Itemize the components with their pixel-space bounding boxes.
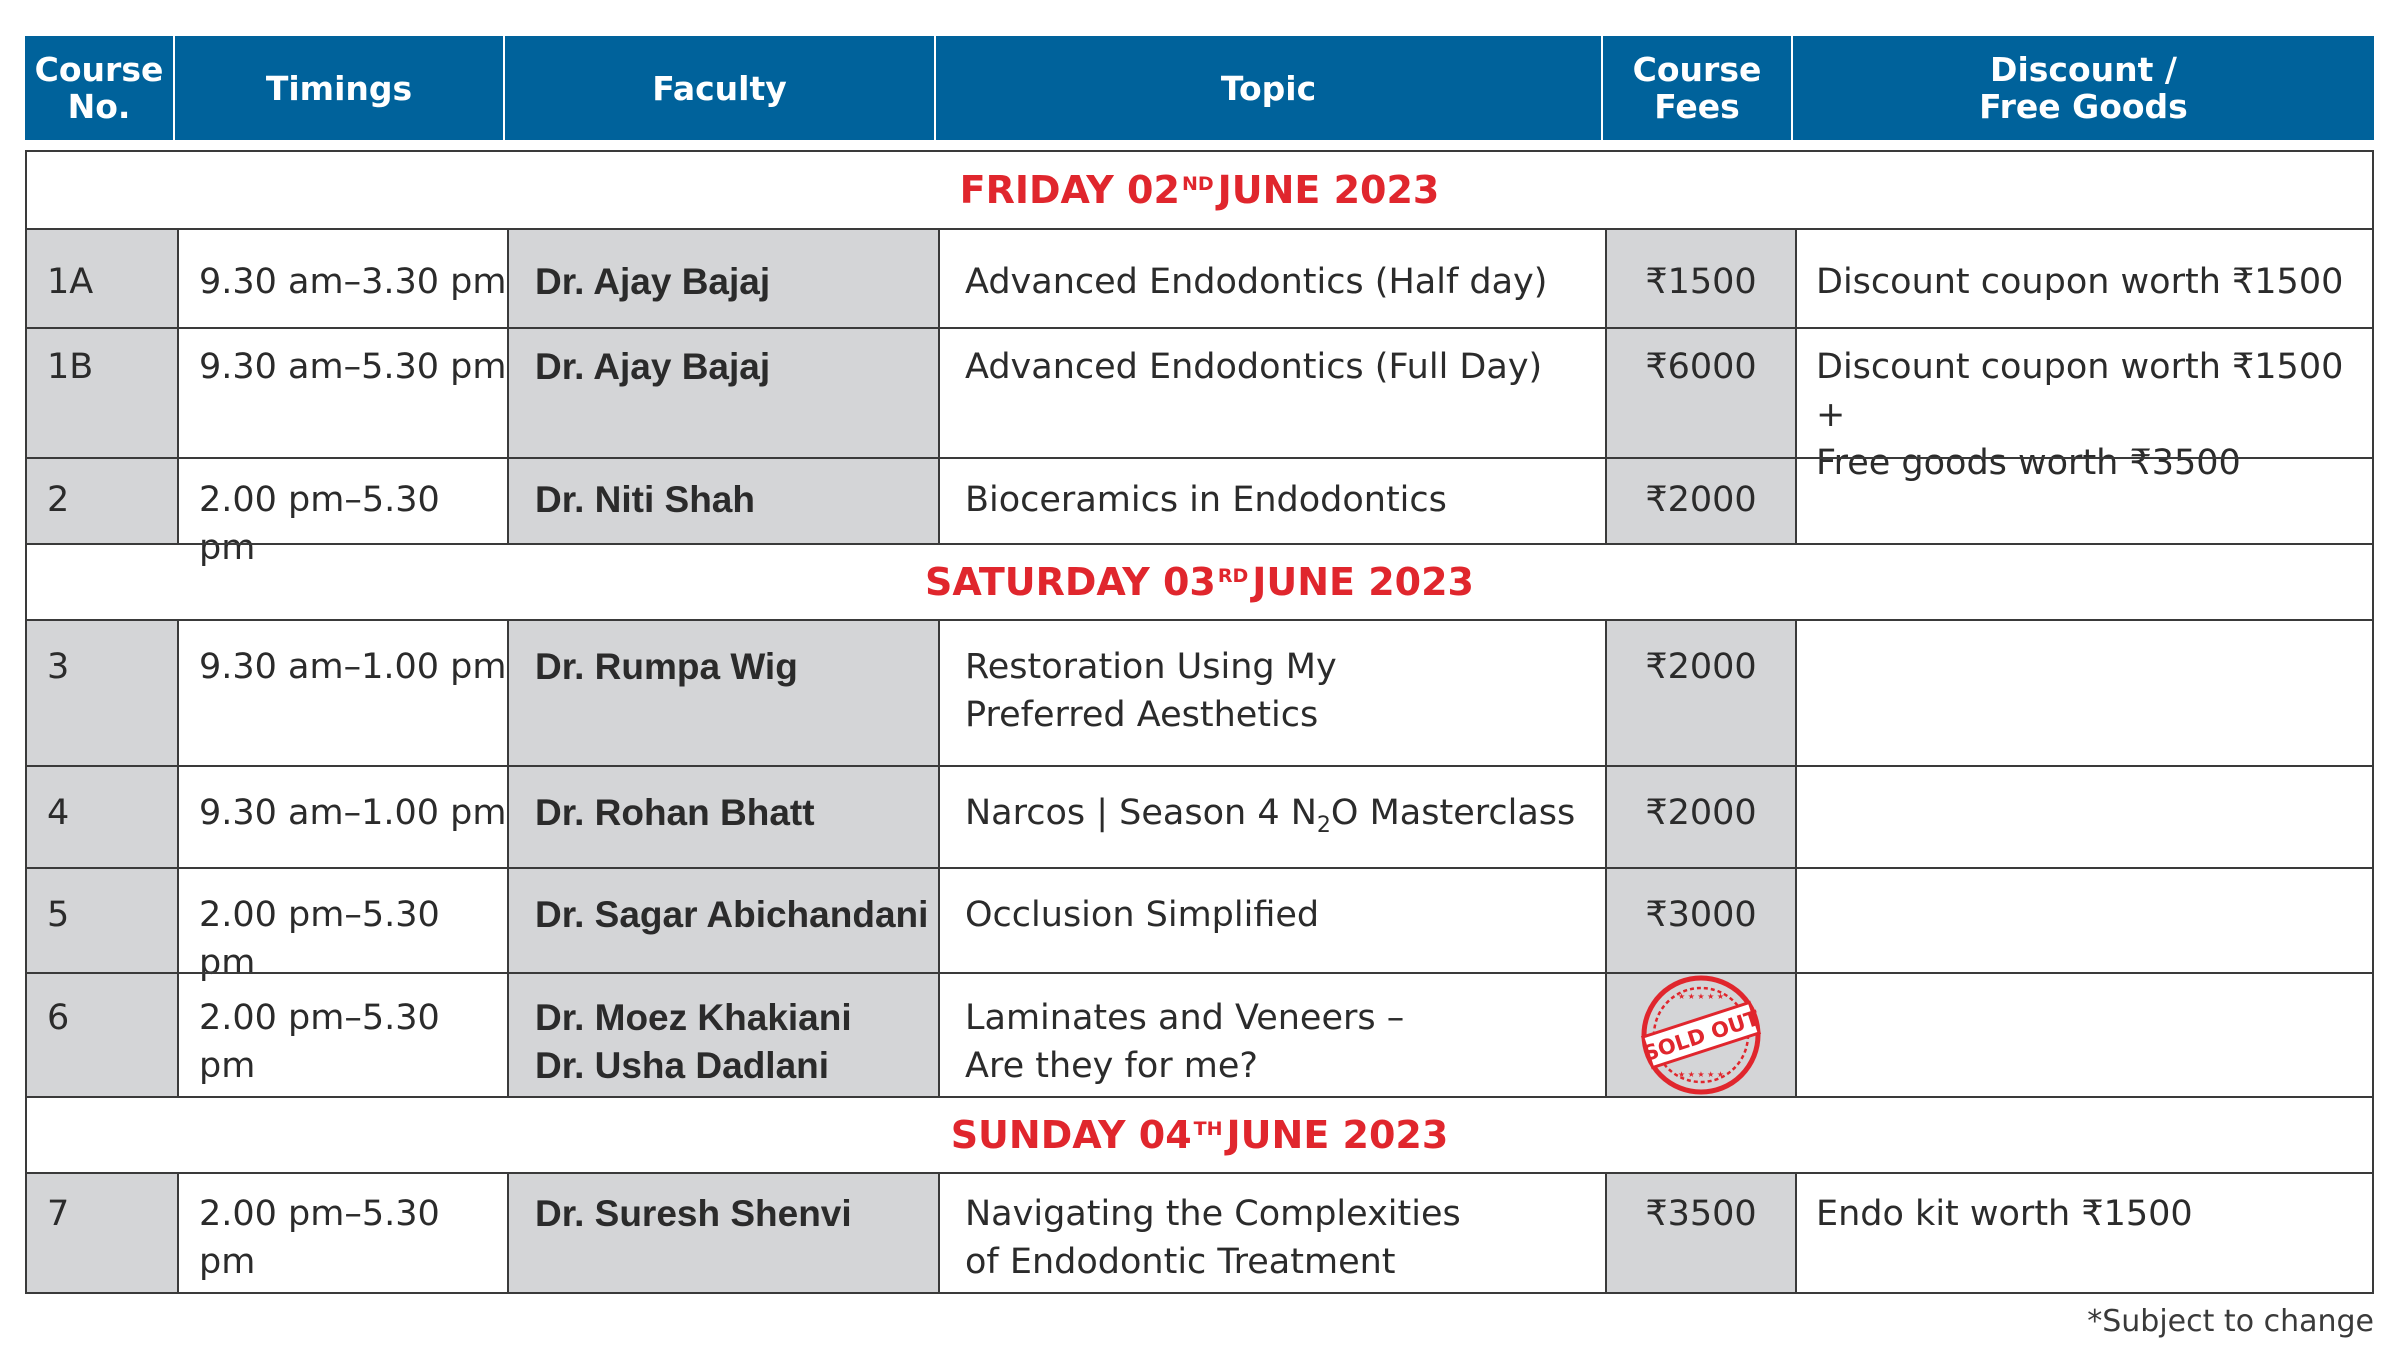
header-discount-line1: Discount / [1990,50,2177,89]
topic [938,459,1605,543]
table-row [27,327,2372,483]
course-no: 1B [27,329,177,457]
topic-line: Bioceramics in Endodontics [965,480,1447,520]
header-course-no [25,36,175,140]
topic-line: of Endodontic Treatment [965,1242,1396,1282]
day-sunday-month: JUNE 2023 [1226,1113,1449,1157]
svg-text:★ ★ ★ ★ ★: ★ ★ ★ ★ ★ [1677,1070,1725,1079]
table-row [27,1172,2372,1292]
timing: 9.30 am–1.00 pm [177,767,507,867]
timing: 9.30 am–5.30 pm [177,329,507,457]
header-topic: Topic [936,36,1603,140]
course-no: 3 [27,621,177,765]
faculty-name: Dr. Rohan Bhatt [535,792,815,833]
faculty-name: Dr. Moez Khakiani [535,997,852,1038]
discount [1795,459,2372,543]
header-discount-line2: Free Goods [1979,87,2188,126]
topic-line: Occlusion Simplified [965,895,1320,935]
topic [938,974,1605,1096]
faculty-name: Dr. Usha Dadlani [535,1045,830,1086]
header-fees-line1: Course [1632,50,1762,89]
table-header [25,36,2374,140]
day-saturday-text: SATURDAY 03 [925,560,1216,604]
topic [938,1174,1605,1292]
svg-text:★ ★ ★ ★ ★: ★ ★ ★ ★ ★ [1677,992,1725,1001]
course-no: 6 [27,974,177,1096]
header-discount [1793,36,2374,140]
faculty-name: Dr. Sagar Abichandani [535,894,929,935]
topic-line: Are they for me? [965,1046,1258,1086]
day-friday-text: FRIDAY 02 [959,168,1180,212]
topic-text: O Masterclass [1330,793,1576,833]
discount [1795,230,2372,327]
footnote: *Subject to change [2087,1304,2374,1339]
faculty-name: Dr. Niti Shah [535,479,755,520]
discount [1795,1174,2372,1292]
topic-line: Advanced Endodontics (Half day) [965,262,1548,302]
discount [1795,869,2372,972]
day-sunday-text: SUNDAY 04 [950,1113,1192,1157]
topic-line: Navigating the Complexities [965,1194,1461,1234]
topic [938,329,1605,457]
topic [938,230,1605,327]
faculty [507,869,938,972]
timing: 9.30 am–1.00 pm [177,621,507,765]
discount [1795,974,2372,1096]
table-row [27,228,2372,327]
day-heading-friday [27,152,2372,228]
topic-subscript: 2 [1316,813,1331,838]
course-table [25,150,2374,1294]
faculty-name: Dr. Rumpa Wig [535,646,798,687]
course-fee [1605,974,1795,1096]
day-friday-sup: ND [1181,173,1214,195]
day-friday-month: JUNE 2023 [1217,168,1440,212]
header-faculty: Faculty [505,36,936,140]
faculty-name: Dr. Ajay Bajaj [535,261,771,302]
course-no: 5 [27,869,177,972]
faculty [507,230,938,327]
timing: 2.00 pm–5.30 pm [177,869,507,972]
faculty [507,767,938,867]
table-row [27,457,2372,568]
discount-line: Discount coupon worth ₹1500 [1816,262,2344,302]
timing: 2.00 pm–5.30 pm [177,974,507,1096]
table-row [27,765,2372,867]
day-heading-sunday [27,1096,2372,1172]
day-heading-saturday [27,543,2372,619]
topic [938,869,1605,972]
timing: 9.30 am–3.30 pm [177,230,507,327]
table-row [27,972,2372,1096]
course-no: 4 [27,767,177,867]
course-fee: ₹6000 [1605,329,1795,457]
faculty [507,974,938,1096]
course-fee: ₹1500 [1605,230,1795,327]
course-no: 1A [27,230,177,327]
discount-line: Endo kit worth ₹1500 [1816,1194,2193,1234]
header-course-no-line1: Course [34,50,164,89]
table-row [27,619,2372,765]
table-row [27,867,2372,983]
topic [938,621,1605,765]
course-fee: ₹2000 [1605,459,1795,543]
course-no: 7 [27,1174,177,1292]
header-timings: Timings [175,36,505,140]
sold-out-label: SOLD OUT [1640,1005,1763,1066]
topic-line: Laminates and Veneers – [965,998,1405,1038]
faculty [507,1174,938,1292]
course-fee: ₹3000 [1605,869,1795,972]
course-fee: ₹2000 [1605,621,1795,765]
topic-text: Narcos | Season 4 N [965,793,1317,833]
faculty [507,459,938,543]
day-saturday-sup: RD [1217,565,1249,587]
course-fee: ₹3500 [1605,1174,1795,1292]
faculty-name: Dr. Ajay Bajaj [535,346,771,387]
faculty [507,621,938,765]
timing: 2.00 pm–5.30 pm [177,459,507,543]
topic [938,767,1605,867]
day-saturday-month: JUNE 2023 [1252,560,1474,604]
topic-line: Preferred Aesthetics [965,695,1319,735]
faculty-name: Dr. Suresh Shenvi [535,1193,852,1234]
topic-line: Restoration Using My [965,647,1337,687]
discount-line: Free goods worth ₹3500 [1816,443,2241,483]
discount [1795,767,2372,867]
discount-line: Discount coupon worth ₹1500 + [1816,347,2344,435]
day-sunday-sup: TH [1193,1118,1223,1140]
discount [1795,329,2372,483]
faculty [507,329,938,457]
header-fees-line2: Fees [1654,87,1740,126]
header-course-no-line2: No. [67,87,131,126]
sold-out-stamp-icon [1639,973,1763,1097]
topic-line: Advanced Endodontics (Full Day) [965,347,1543,387]
course-fee: ₹2000 [1605,767,1795,867]
header-course-fees [1603,36,1793,140]
timing: 2.00 pm–5.30 pm [177,1174,507,1292]
course-no: 2 [27,459,177,543]
discount [1795,621,2372,765]
